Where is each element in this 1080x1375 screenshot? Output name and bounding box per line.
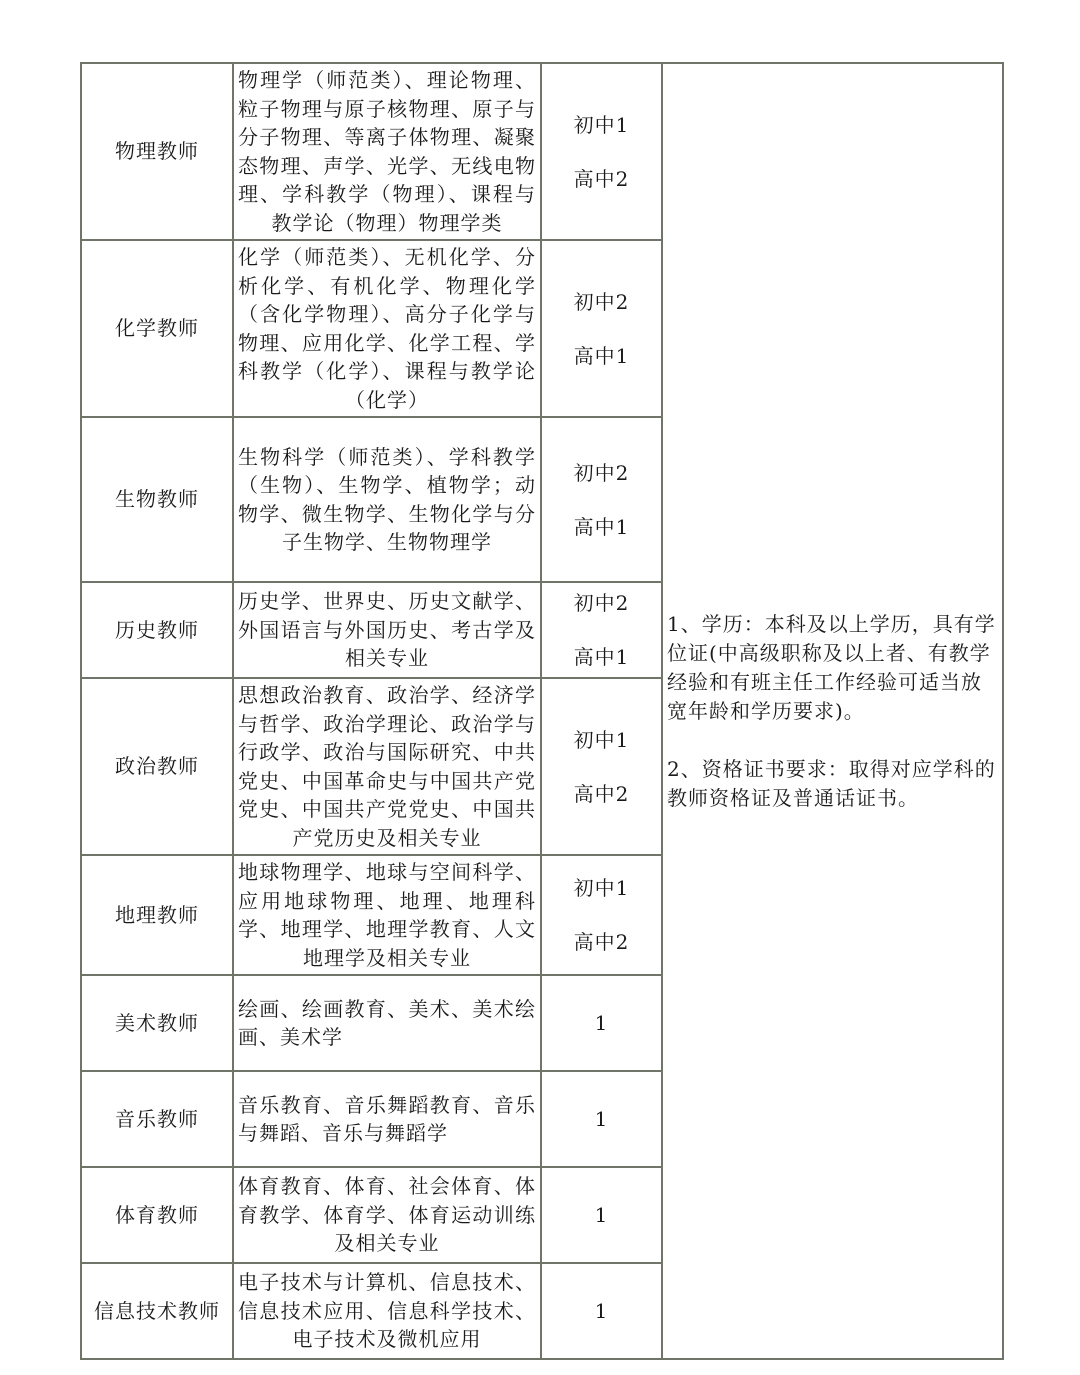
- quota-junior: 初中1: [573, 876, 630, 900]
- majors-cell: 生物科学（师范类）、学科教学（生物）、生物学、植物学；动物学、微生物学、生物化学与分子生物学、生物物理学: [233, 417, 541, 582]
- majors-cell: 电子技术与计算机、信息技术、信息技术应用、信息科学技术、电子技术及微机应用: [233, 1263, 541, 1359]
- quota-cell: [541, 240, 662, 417]
- quota-total: 1: [594, 1107, 609, 1131]
- majors-cell: 历史学、世界史、历史文献学、外国语言与外国历史、考古学及相关专业: [233, 582, 541, 678]
- table-row: [81, 63, 1003, 240]
- position-cell: 体育教师: [81, 1167, 233, 1263]
- quota-total: 1: [594, 1299, 609, 1323]
- quota-junior: 初中2: [573, 289, 630, 314]
- quota-cell: [541, 975, 662, 1071]
- quota-total: 1: [594, 1011, 609, 1035]
- position-cell: 物理教师: [81, 63, 233, 240]
- position-cell: 化学教师: [81, 240, 233, 417]
- majors-cell: 物理学（师范类）、理论物理、粒子物理与原子核物理、原子与分子物理、等离子体物理、凝聚态物理、声学、光学、无线电物理、学科教学（物理）、课程与教学论（物理）物理学类: [233, 63, 541, 240]
- majors-cell: 思想政治教育、政治学、经济学与哲学、政治学理论、政治学与行政学、政治与国际研究、中共党史、中国革命史与中国共产党党史、中国共产党党史、中国共产党历史及相关专业: [233, 678, 541, 855]
- recruitment-table-sheet: [80, 62, 1002, 1360]
- majors-cell: 化学（师范类）、无机化学、分析化学、有机化学、物理化学（含化学物理）、高分子化学与物理、应用化学、化学工程、学科教学（化学）、课程与教学论（化学）: [233, 240, 541, 417]
- majors-cell: 体育教育、体育、社会体育、体育教学、体育学、体育运动训练及相关专业: [233, 1167, 541, 1263]
- quota-total: 1: [594, 1203, 609, 1227]
- position-cell: 美术教师: [81, 975, 233, 1071]
- quota-cell: [541, 1167, 662, 1263]
- quota-senior: 高中2: [573, 166, 630, 191]
- quota-senior: 高中1: [573, 343, 630, 368]
- position-cell: 信息技术教师: [81, 1263, 233, 1359]
- recruitment-table: [80, 62, 1004, 1360]
- quota-senior: 高中1: [573, 514, 630, 539]
- position-cell: 历史教师: [81, 582, 233, 678]
- position-cell: 政治教师: [81, 678, 233, 855]
- position-cell: 音乐教师: [81, 1071, 233, 1167]
- majors-cell: 绘画、绘画教育、美术、美术绘画、美术学: [233, 975, 541, 1071]
- quota-cell: [541, 1263, 662, 1359]
- quota-senior: 高中2: [573, 781, 630, 806]
- quota-cell: [541, 63, 662, 240]
- requirement-certificate: 2、资格证书要求：取得对应学科的教师资格证及普通话证书。: [667, 756, 996, 810]
- requirement-education: 1、学历：本科及以上学历，具有学位证(中高级职称及以上者、有教学经验和有班主任工作经验可适当放宽年龄和学历要求)。: [667, 611, 996, 723]
- majors-cell: 音乐教育、音乐舞蹈教育、音乐与舞蹈、音乐与舞蹈学: [233, 1071, 541, 1167]
- requirements-cell: [662, 63, 1003, 1359]
- position-cell: 生物教师: [81, 417, 233, 582]
- quota-junior: 初中2: [573, 460, 630, 485]
- quota-cell: [541, 1071, 662, 1167]
- position-cell: 地理教师: [81, 855, 233, 975]
- quota-senior: 高中2: [573, 930, 630, 954]
- quota-cell: [541, 855, 662, 975]
- quota-cell: [541, 417, 662, 582]
- quota-cell: [541, 582, 662, 678]
- quota-junior: 初中2: [573, 591, 630, 615]
- quota-junior: 初中1: [573, 112, 630, 137]
- majors-cell: 地球物理学、地球与空间科学、应用地球物理、地理、地理科学、地理学、地理学教育、人文地理学及相关专业: [233, 855, 541, 975]
- quota-senior: 高中1: [573, 645, 630, 669]
- quota-junior: 初中1: [573, 727, 630, 752]
- quota-cell: [541, 678, 662, 855]
